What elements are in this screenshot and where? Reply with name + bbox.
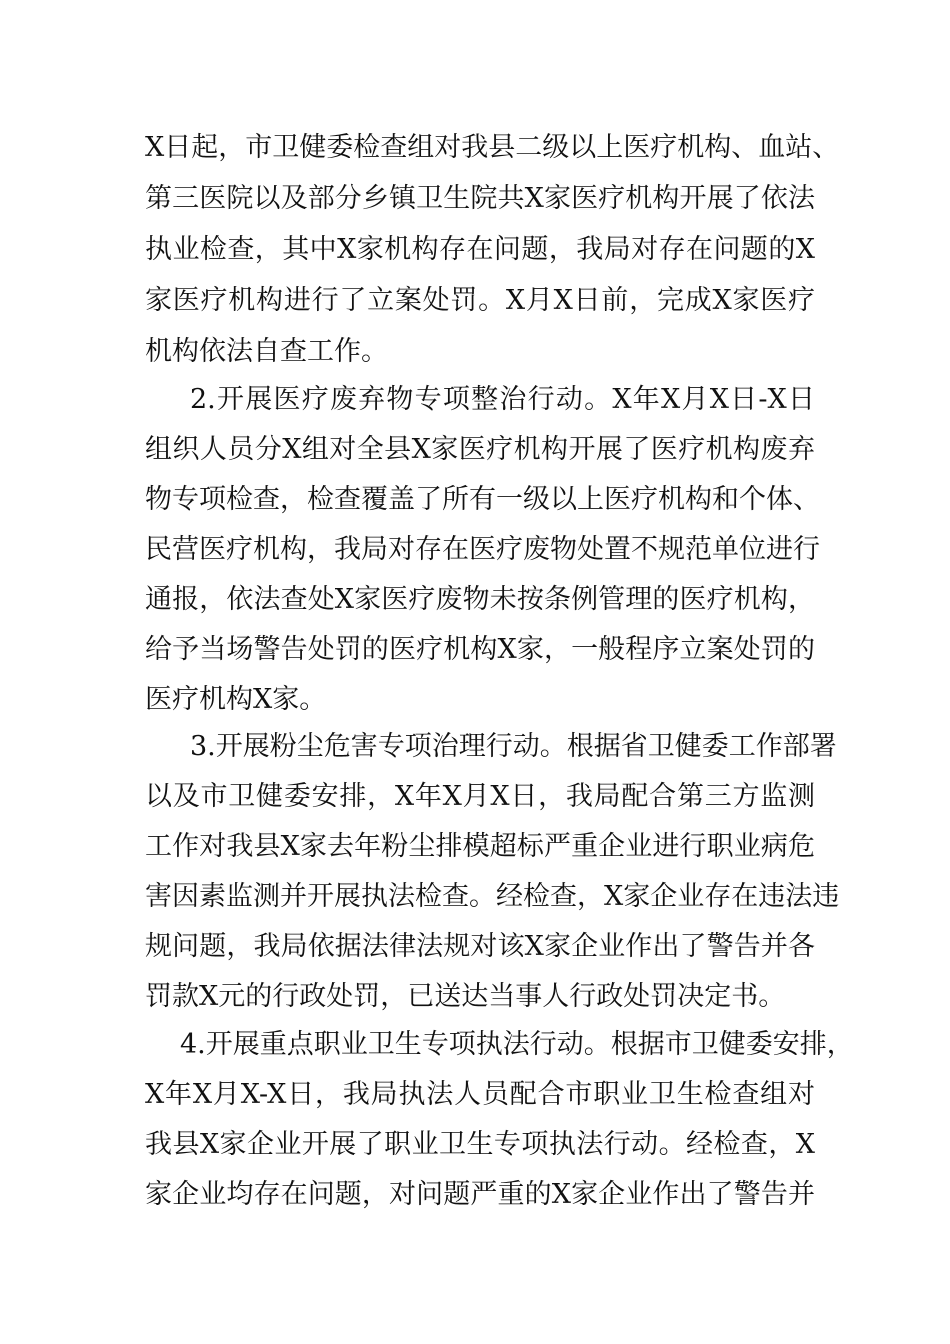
text-line: 物专项检查，检查覆盖了所有一级以上医疗机构和个体、	[145, 484, 820, 515]
paragraph-heading-line: 4.开展重点职业卫生专项执法行动。根据市卫健委安排，	[180, 1029, 854, 1060]
paragraph-heading-line: 3.开展粉尘危害专项治理行动。根据省卫健委工作部署	[190, 731, 837, 762]
text-line: 医疗机构X家。	[145, 684, 327, 715]
text-line: 执业检查，其中X家机构存在问题，我局对存在问题的X	[145, 234, 815, 265]
text-line: 机构依法自查工作。	[145, 336, 388, 367]
text-line: 害因素监测并开展执法检查。经检查，X家企业存在违法违	[145, 881, 840, 912]
text-line: 工作对我县X家去年粉尘排模超标严重企业进行职业病危	[145, 831, 815, 862]
text-line: X日起，市卫健委检查组对我县二级以上医疗机构、血站、	[145, 132, 840, 163]
text-line: 家医疗机构进行了立案处罚。X月X日前，完成X家医疗	[145, 285, 815, 316]
text-line: 第三医院以及部分乡镇卫生院共X家医疗机构开展了依法	[145, 183, 815, 214]
text-line: 家企业均存在问题，对问题严重的X家企业作出了警告并	[145, 1179, 815, 1210]
text-line: 我县X家企业开展了职业卫生专项执法行动。经检查，X	[145, 1129, 815, 1160]
text-line: 组织人员分X组对全县X家医疗机构开展了医疗机构废弃	[145, 434, 815, 465]
text-line: 给予当场警告处罚的医疗机构X家，一般程序立案处罚的	[145, 634, 815, 665]
text-line: 通报，依法查处X家医疗废物未按条例管理的医疗机构，	[145, 584, 815, 615]
text-line: 规问题，我局依据法律法规对该X家企业作出了警告并各	[145, 931, 815, 962]
text-line: X年X月X-X日，我局执法人员配合市职业卫生检查组对	[145, 1079, 815, 1110]
text-line: 民营医疗机构，我局对存在医疗废物处置不规范单位进行	[145, 534, 820, 565]
paragraph-heading-line: 2.开展医疗废弃物专项整治行动。X年X月X日-X日	[190, 384, 815, 415]
text-line: 罚款X元的行政处罚，已送达当事人行政处罚决定书。	[145, 981, 786, 1012]
text-line: 以及市卫健委安排，X年X月X日，我局配合第三方监测	[145, 781, 815, 812]
